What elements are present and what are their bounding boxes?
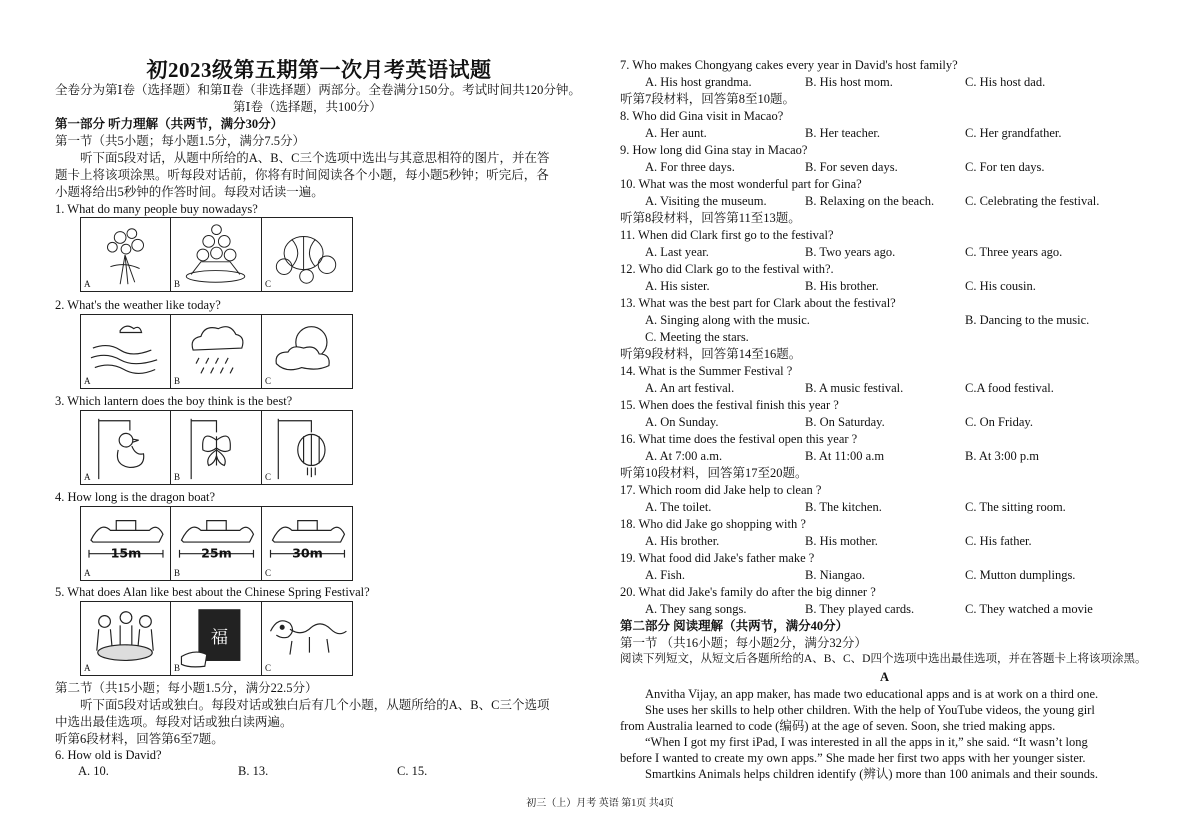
section2-instruction: 中选出最佳选项。每段对话或独白读两遍。	[55, 715, 293, 729]
option-c: C. Three years ago.	[965, 245, 1063, 259]
picture-options-3	[80, 410, 353, 485]
option-b: B. They played cards.	[805, 602, 915, 616]
dragon-boat-15m-picture: 15m A	[80, 506, 171, 581]
option-a: A. Fish.	[645, 568, 685, 582]
option-b: B. A music festival.	[805, 381, 904, 395]
duck-lantern-picture: A	[80, 410, 171, 485]
passage-line: Anvitha Vijay, an app maker, has made two educational apps and is at work on a third one.	[645, 687, 1099, 701]
part2-section-title: 第一节 （共16小题；每小题2分，满分32分）	[620, 636, 867, 650]
section1-instruction: 题卡上将该项涂黑。听每段对话前，你将有时间阅读各个小题，每小题5秒钟；听完后，各	[55, 168, 549, 182]
question-text: 10. What was the most wonderful part for Gina?	[620, 177, 862, 191]
option-c: C. Her grandfather.	[965, 126, 1062, 140]
option-a: A. For three days.	[645, 160, 735, 174]
option-c: C. 15.	[397, 764, 428, 778]
option-a: A. His host grandma.	[645, 75, 752, 89]
passage-label: A	[880, 670, 890, 684]
option-b: B. For seven days.	[805, 160, 898, 174]
option-b: B. On Saturday.	[805, 415, 885, 429]
passage-line: Smartkins Animals helps children identify (辨认) more than 100 animals and their sounds.	[645, 767, 1099, 781]
mooncakes-picture: B	[171, 217, 262, 292]
rainy-picture: B	[171, 314, 262, 389]
material-heading: 听第7段材料，回答第8至10题。	[620, 92, 796, 106]
flowers-picture: A	[80, 217, 171, 292]
question-text: 15. When does the festival finish this year ?	[620, 398, 839, 412]
option-a: A. His sister.	[645, 279, 710, 293]
page-footer: 初三（上）月考 英语 第1页 共4页	[526, 798, 674, 809]
material-heading: 听第10段材料，回答第17至20题。	[620, 466, 808, 480]
option-a: A. They sang songs.	[645, 602, 747, 616]
option-a: A. An art festival.	[645, 381, 735, 395]
question-4: 4. How long is the dragon boat?	[55, 490, 216, 504]
picture-options-1	[80, 217, 353, 292]
volume-title: 第Ⅰ卷（选择题，共100分）	[233, 100, 382, 114]
question-1: 1. What do many people buy nowadays?	[55, 202, 258, 216]
option-c: C. His father.	[965, 534, 1032, 548]
question-text: 13. What was the best part for Clark about the festival?	[620, 296, 896, 310]
part1-title: 第一部分 听力理解（共两节，满分30分）	[55, 117, 284, 131]
option-b: B. 13.	[238, 764, 269, 778]
option-b: B. Her teacher.	[805, 126, 880, 140]
passage-line: She uses her skills to help other children. With the help of YouTube videos, the young girl	[645, 703, 1095, 717]
question-text: 8. Who did Gina visit in Macao?	[620, 109, 784, 123]
fruits-picture: C	[262, 217, 353, 292]
option-b: B. His host mom.	[805, 75, 893, 89]
cloudy-sunny-picture: C	[262, 314, 353, 389]
picture-options-2	[80, 314, 353, 389]
question-5: 5. What does Alan like best about the Chinese Spring Festival?	[55, 585, 370, 599]
picture-options-5	[80, 601, 353, 676]
option-b: B. Niangao.	[805, 568, 866, 582]
dragon-boat-30m-picture: 30m C	[262, 506, 353, 581]
option-c: C. His host dad.	[965, 75, 1046, 89]
option-c: C. The sitting room.	[965, 500, 1066, 514]
svg-text:30m: 30m	[292, 545, 323, 561]
option-a: A. Last year.	[645, 245, 709, 259]
section2-instruction: 听下面5段对话或独白。每段对话或独白后有几个小题，从题所给的A、B、C三个选项	[80, 698, 550, 712]
material-heading: 听第9段材料，回答第14至16题。	[620, 347, 802, 361]
option-a: A. The toilet.	[645, 500, 712, 514]
family-dinner-picture: A	[80, 601, 171, 676]
question-2: 2. What's the weather like today?	[55, 298, 221, 312]
question-3: 3. Which lantern does the boy think is the best?	[55, 394, 293, 408]
svg-text:15m: 15m	[110, 545, 142, 561]
section2-title: 第二节（共15小题；每小题1.5分，满分22.5分）	[55, 681, 318, 695]
question-text: 19. What food did Jake's father make ?	[620, 551, 815, 565]
round-lantern-picture: C	[262, 410, 353, 485]
windy-picture: A	[80, 314, 171, 389]
passage-line: from Australia learned to code (编码) at the age of seven. Soon, she tried making apps.	[620, 719, 1056, 733]
passage-line: before I wanted to create my own apps.” She made her first two apps with her younger sister.	[620, 751, 1086, 765]
section1-title: 第一节（共5小题；每小题1.5分，满分7.5分）	[55, 134, 306, 148]
option-a: A. Singing along with the music.	[645, 313, 810, 327]
part2-instruction: 阅读下列短文，从短文后各题所给的A、B、C、D四个选项中选出最佳选项，并在答题卡上将该项涂黑。	[620, 653, 1147, 665]
option-a: A. Visiting the museum.	[645, 194, 767, 208]
option-a: A. On Sunday.	[645, 415, 719, 429]
picture-options-4	[80, 506, 353, 581]
option-b: B. His mother.	[805, 534, 878, 548]
section1-instruction: 小题将给出5秒钟的作答时间。每段对话读一遍。	[55, 185, 324, 199]
section1-instruction: 听下面5段对话，从题中所给的A、B、C三个选项中选出与其意思相符的图片，并在答	[80, 151, 550, 165]
option-a: A. 10.	[78, 764, 109, 778]
question-text: 20. What did Jake's family do after the big dinner ?	[620, 585, 876, 599]
option-b: B. At 11:00 a.m	[805, 449, 885, 463]
part2-title: 第二部分 阅读理解（共两节，满分40分）	[620, 619, 849, 633]
option-b: B. His brother.	[805, 279, 879, 293]
option-b: B. Relaxing on the beach.	[805, 194, 935, 208]
fu-character-picture: 福 B	[171, 601, 262, 676]
option-c: C. Mutton dumplings.	[965, 568, 1076, 582]
question-text: 16. What time does the festival open this year ?	[620, 432, 858, 446]
option-b: B. The kitchen.	[805, 500, 882, 514]
svg-text:福: 福	[210, 627, 229, 648]
option-a: A. His brother.	[645, 534, 720, 548]
option-c: C. For ten days.	[965, 160, 1045, 174]
question-text: 7. Who makes Chongyang cakes every year in David's host family?	[620, 58, 958, 72]
passage-line: “When I got my first iPad, I was interested in all the apps in it,” she said. “It wasn’t long	[645, 735, 1088, 749]
option-a: A. Her aunt.	[645, 126, 707, 140]
question-text: 14. What is the Summer Festival ?	[620, 364, 793, 378]
question-text: 12. Who did Clark go to the festival with?.	[620, 262, 834, 276]
material-heading: 听第8段材料，回答第11至13题。	[620, 211, 801, 225]
option-c: C.A food festival.	[965, 381, 1054, 395]
option-a: A. At 7:00 a.m.	[645, 449, 723, 463]
question-text: 17. Which room did Jake help to clean ?	[620, 483, 822, 497]
option-c: C. Meeting the stars.	[645, 330, 749, 344]
option-c: C. Celebrating the festival.	[965, 194, 1100, 208]
question-text: 11. When did Clark first go to the festival?	[620, 228, 834, 242]
option-c: C. His cousin.	[965, 279, 1036, 293]
dragon-boat-25m-picture: 25m B	[171, 506, 262, 581]
dragon-dance-picture: C	[262, 601, 353, 676]
option-c: C. On Friday.	[965, 415, 1033, 429]
option-c: B. At 3:00 p.m	[965, 449, 1039, 463]
svg-text:25m: 25m	[201, 545, 232, 561]
exam-title: 初2023级第五期第一次月考英语试题	[146, 58, 492, 82]
option-c: C. They watched a movie	[965, 602, 1093, 616]
question-text: 18. Who did Jake go shopping with ?	[620, 517, 806, 531]
butterfly-lantern-picture: B	[171, 410, 262, 485]
option-b: B. Dancing to the music.	[965, 313, 1090, 327]
material-heading: 听第6段材料，回答第6至7题。	[55, 732, 224, 746]
question-text: 9. How long did Gina stay in Macao?	[620, 143, 808, 157]
question-6: 6. How old is David?	[55, 748, 162, 762]
option-b: B. Two years ago.	[805, 245, 896, 259]
exam-intro: 全卷分为第Ⅰ卷（选择题）和第Ⅱ卷（非选择题）两部分。全卷满分150分。考试时间共120分钟。	[55, 83, 581, 97]
